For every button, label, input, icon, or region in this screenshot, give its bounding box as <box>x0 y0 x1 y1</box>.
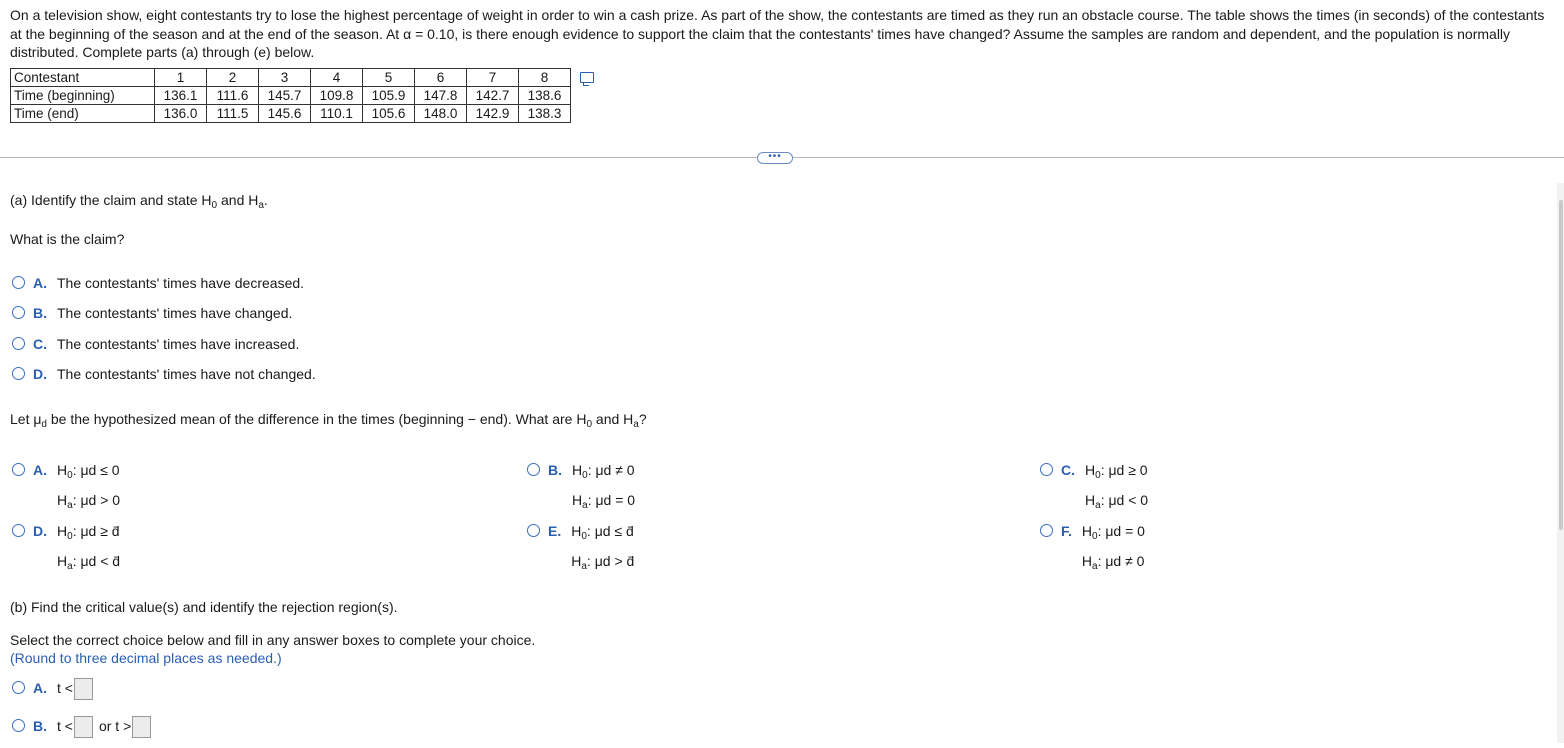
ha-text: : μd ≠ 0 <box>1097 553 1145 569</box>
hypothesis-option-a[interactable] <box>12 462 120 518</box>
part-b-title: (b) Find the critical value(s) and identify the rejection region(s). <box>10 599 398 615</box>
option-letter: C. <box>33 336 47 352</box>
table-cell: 111.5 <box>207 105 259 123</box>
option-text: The contestants' times have not changed. <box>57 366 316 382</box>
radio-button[interactable] <box>12 337 25 350</box>
round-note: (Round to three decimal places as needed.) <box>10 650 282 666</box>
text: . <box>263 192 268 208</box>
table-cell: 5 <box>363 69 415 87</box>
hypothesis-option-f[interactable] <box>1040 523 1145 579</box>
table-cell: 3 <box>259 69 311 87</box>
part-b-instruction: Select the correct choice below and fill in any answer boxes to complete your choice. <box>10 632 536 648</box>
radio-button[interactable] <box>12 719 25 732</box>
table-cell: 8 <box>519 69 571 87</box>
radio-button[interactable] <box>1040 524 1053 537</box>
table-row <box>11 87 571 105</box>
text: ? <box>638 411 647 427</box>
option-text: $H_0$: μd ≤ d̄ $H_a$: μd > d̄ <box>571 523 635 572</box>
copy-icon[interactable] <box>580 72 594 83</box>
ha-text: : μd = 0 <box>587 492 636 508</box>
radio-button[interactable] <box>12 524 25 537</box>
radio-button[interactable] <box>12 306 25 319</box>
table-header-end: Time (end) <box>11 105 155 123</box>
table-cell: 2 <box>207 69 259 87</box>
option-text: $H_0$: μd ≠ 0 $H_a$: μd = 0 <box>572 462 636 511</box>
hypothesis-question: Let $\mu_d$ be the hypothesized mean of the difference in the times (beginning − end). What are $H_0$ and $H_a$? <box>10 411 647 430</box>
table-cell: 105.6 <box>363 105 415 123</box>
table-cell: 145.6 <box>259 105 311 123</box>
table-cell: 136.1 <box>155 87 207 105</box>
claim-option-d[interactable] <box>12 366 316 382</box>
radio-button[interactable] <box>527 463 540 476</box>
answer-input-upper[interactable] <box>132 716 151 738</box>
option-letter: F. <box>1061 523 1072 539</box>
problem-statement: On a television show, eight contestants try to lose the highest percentage of weight in order to win a cash prize. As part of the show, the contestants are timed as they run an obstacle course. The table shows the times (in seconds) of the contestants at the beginning of the season and at the end of the season. At α = 0.10, is there enough evidence to support the claim that the contestants' times have changed? Assume the samples are random and dependent, and the population is normally distributed. Complete parts (a) through (e) below. <box>10 7 1545 60</box>
table-cell: 4 <box>311 69 363 87</box>
ha-text: : μd < 0 <box>1100 492 1149 508</box>
table-cell: 148.0 <box>415 105 467 123</box>
more-button[interactable]: ••• <box>757 152 793 164</box>
text: and H <box>592 411 634 427</box>
h0-text: : μd ≤ d̄ <box>586 523 634 539</box>
table-cell: 142.7 <box>467 87 519 105</box>
table-cell: 145.7 <box>259 87 311 105</box>
option-letter: B. <box>548 462 562 478</box>
option-text: The contestants' times have changed. <box>57 305 293 321</box>
option-letter: D. <box>33 366 47 382</box>
option-text: $H_0$: μd ≤ 0 $H_a$: μd > 0 <box>57 462 121 511</box>
claim-option-b[interactable] <box>12 305 292 321</box>
h0-text: : μd ≥ 0 <box>1100 462 1148 478</box>
critical-option-b[interactable] <box>12 718 151 738</box>
table-cell: 6 <box>415 69 467 87</box>
table-cell: 1 <box>155 69 207 87</box>
text: and H <box>217 192 259 208</box>
ha-text: : μd > 0 <box>72 492 121 508</box>
hypothesis-option-b[interactable] <box>527 462 635 518</box>
option-letter: A. <box>33 462 47 478</box>
claim-option-a[interactable] <box>12 275 304 291</box>
claim-option-c[interactable] <box>12 336 299 352</box>
option-letter: E. <box>548 523 562 539</box>
h0-text: : μd ≥ d̄ <box>72 523 120 539</box>
text: be the hypothesized mean of the difference in the times (beginning − end). What are H <box>46 411 587 427</box>
ha-text: : μd > d̄ <box>586 553 635 569</box>
option-letter: A. <box>33 275 47 291</box>
text: (a) Identify the claim and state H <box>10 192 212 208</box>
option-text: $H_0$: μd ≥ 0 $H_a$: μd < 0 <box>1085 462 1149 511</box>
h0-text: : μd = 0 <box>1097 523 1145 539</box>
table-cell: 111.6 <box>207 87 259 105</box>
radio-button[interactable] <box>12 276 25 289</box>
table-cell: 138.6 <box>519 87 571 105</box>
hypothesis-option-c[interactable] <box>1040 462 1148 518</box>
table-cell: 142.9 <box>467 105 519 123</box>
radio-button[interactable] <box>527 524 540 537</box>
radio-button[interactable] <box>1040 463 1053 476</box>
option-letter: A. <box>33 680 47 696</box>
hypothesis-option-d[interactable] <box>12 523 120 579</box>
table-cell: 109.8 <box>311 87 363 105</box>
option-letter: D. <box>33 523 47 539</box>
radio-button[interactable] <box>12 463 25 476</box>
table-row <box>11 69 571 87</box>
claim-question: What is the claim? <box>10 231 125 247</box>
option-letter: C. <box>1061 462 1075 478</box>
radio-button[interactable] <box>12 367 25 380</box>
table-cell: 7 <box>467 69 519 87</box>
hypothesis-option-e[interactable] <box>527 523 634 579</box>
table-cell: 138.3 <box>519 105 571 123</box>
table-header-beginning: Time (beginning) <box>11 87 155 105</box>
h0-text: : μd ≤ 0 <box>72 462 120 478</box>
option-text: $H_0$: μd ≥ d̄ $H_a$: μd < d̄ <box>57 523 121 572</box>
table-row <box>11 105 571 123</box>
radio-button[interactable] <box>12 681 25 694</box>
option-letter: B. <box>33 718 47 734</box>
part-a-title: (a) Identify the claim and state $H_0$ and $H_a$. <box>10 192 268 211</box>
table-cell: 105.9 <box>363 87 415 105</box>
h0-text: : μd ≠ 0 <box>587 462 635 478</box>
option-text: t < <box>57 718 73 734</box>
option-text: t < <box>57 680 73 696</box>
scrollbar-thumb[interactable] <box>1559 200 1563 530</box>
table-header-contestant: Contestant <box>11 69 155 87</box>
table-cell: 110.1 <box>311 105 363 123</box>
table-cell: 136.0 <box>155 105 207 123</box>
critical-option-a[interactable] <box>12 680 93 700</box>
option-text: The contestants' times have decreased. <box>57 275 305 291</box>
option-text: The contestants' times have increased. <box>57 336 300 352</box>
option-text: or t > <box>98 718 132 734</box>
option-text: $H_0$: μd = 0 $H_a$: μd ≠ 0 <box>1081 523 1145 572</box>
table-cell: 147.8 <box>415 87 467 105</box>
ha-text: : μd < d̄ <box>72 553 121 569</box>
times-table <box>10 68 571 123</box>
answer-input[interactable] <box>74 678 93 700</box>
text: Let μ <box>10 411 42 427</box>
option-letter: B. <box>33 305 47 321</box>
answer-input-lower[interactable] <box>74 716 93 738</box>
